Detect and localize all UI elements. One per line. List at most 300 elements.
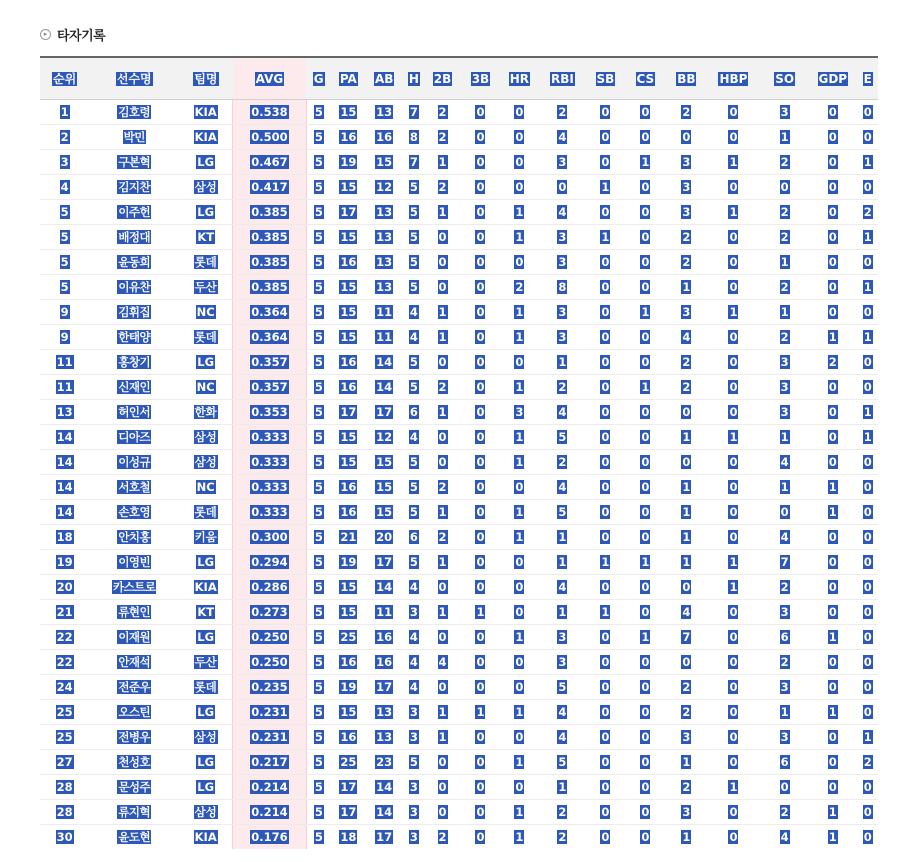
triples-value: 0 (476, 530, 485, 544)
cell-so (761, 100, 808, 125)
header-player-name[interactable] (89, 57, 179, 100)
doubles-value: 1 (438, 605, 447, 619)
cell-cs (624, 150, 667, 175)
cell-team (179, 150, 232, 175)
hbp-value: 0 (729, 455, 738, 469)
cs-value: 1 (641, 305, 650, 319)
rank-value: 5 (60, 205, 69, 219)
avg-value: 0.235 (251, 680, 288, 694)
cell-avg (233, 275, 307, 300)
cell-cs (624, 425, 667, 450)
gdp-value: 0 (828, 130, 837, 144)
games-value: 5 (314, 805, 323, 819)
header-errors[interactable] (857, 57, 878, 100)
cell-bb (667, 550, 706, 575)
cell-bb (667, 625, 706, 650)
cell-bb (667, 350, 706, 375)
table-row (40, 600, 878, 625)
cell-sb (587, 100, 624, 125)
avg-value: 0.333 (251, 455, 288, 469)
cs-value: 1 (641, 555, 650, 569)
cell-player-name[interactable] (89, 525, 179, 550)
cell-triples (460, 400, 501, 425)
cell-rank (40, 125, 89, 150)
player-name-value[interactable]: 서호철 (118, 480, 151, 494)
cell-gdp (808, 375, 857, 400)
bb-value: 1 (682, 280, 691, 294)
rbi-value: 4 (558, 730, 567, 744)
ab-value: 11 (376, 605, 393, 619)
team-value: KIA (194, 105, 217, 119)
rbi-value: 2 (558, 830, 567, 844)
player-name-value[interactable]: 안재석 (118, 655, 151, 669)
cell-pa (331, 375, 366, 400)
player-name-value[interactable]: 이성규 (118, 455, 151, 469)
player-name-value[interactable]: 박민 (123, 130, 145, 144)
cell-hr (501, 550, 538, 575)
cell-pa (331, 700, 366, 725)
player-name-value[interactable]: 카스트로 (113, 580, 156, 594)
cell-cs (624, 325, 667, 350)
cell-triples (460, 200, 501, 225)
cell-sb (587, 325, 624, 350)
cell-rbi (538, 775, 587, 800)
sb-value: 1 (601, 180, 610, 194)
rank-value: 11 (56, 380, 73, 394)
cell-player-name[interactable] (89, 225, 179, 250)
hr-value: 0 (515, 130, 524, 144)
player-name-value[interactable]: 이유찬 (118, 280, 151, 294)
so-value: 3 (780, 380, 789, 394)
doubles-value: 2 (438, 530, 447, 544)
ab-value: 13 (376, 230, 393, 244)
header-label: SO (775, 71, 795, 86)
cell-rank (40, 725, 89, 750)
header-cs[interactable] (624, 57, 667, 100)
cell-bb (667, 525, 706, 550)
player-name-value[interactable]: 이주헌 (118, 205, 151, 219)
hbp-value: 0 (729, 330, 738, 344)
cell-cs (624, 100, 667, 125)
cell-rbi (538, 475, 587, 500)
cell-rank (40, 200, 89, 225)
player-name-value[interactable]: 이영빈 (118, 555, 151, 569)
cell-player-name[interactable] (89, 375, 179, 400)
player-name-value[interactable]: 배정대 (118, 230, 151, 244)
doubles-value: 1 (438, 305, 447, 319)
cell-triples (460, 350, 501, 375)
rbi-value: 4 (558, 130, 567, 144)
bb-value: 7 (682, 630, 691, 644)
cell-pa (331, 800, 366, 825)
triples-value: 0 (476, 505, 485, 519)
player-name-value[interactable]: 전병우 (118, 730, 151, 744)
cell-hr (501, 600, 538, 625)
cell-rank (40, 425, 89, 450)
cell-rank (40, 300, 89, 325)
cell-player-name[interactable] (89, 250, 179, 275)
pa-value: 17 (340, 780, 357, 794)
errors-value: 0 (863, 705, 872, 719)
cell-rank (40, 100, 89, 125)
cell-hbp (706, 750, 761, 775)
triples-value: 0 (476, 255, 485, 269)
cell-gdp (808, 750, 857, 775)
errors-value: 0 (863, 305, 872, 319)
cell-hits (403, 700, 426, 725)
cell-avg (233, 475, 307, 500)
so-value: 2 (780, 230, 789, 244)
pa-value: 15 (340, 455, 357, 469)
header-label: SB (596, 71, 615, 86)
cell-doubles (425, 575, 460, 600)
player-name-value[interactable]: 윤도현 (118, 830, 151, 844)
cs-value: 0 (641, 505, 650, 519)
player-name-value[interactable]: 구본혁 (118, 155, 151, 169)
cell-gdp (808, 600, 857, 625)
errors-value: 1 (863, 155, 872, 169)
cell-hits (403, 750, 426, 775)
cell-cs (624, 575, 667, 600)
bb-value: 1 (682, 505, 691, 519)
cell-games (306, 325, 331, 350)
rbi-value: 5 (558, 505, 567, 519)
team-value: NC (196, 305, 215, 319)
cell-gdp (808, 675, 857, 700)
cell-player-name[interactable] (89, 825, 179, 850)
doubles-value: 0 (438, 755, 447, 769)
hr-value: 0 (515, 355, 524, 369)
header-avg[interactable] (233, 57, 307, 100)
header-so[interactable] (761, 57, 808, 100)
player-name-value[interactable]: 손호영 (118, 505, 151, 519)
cell-player-name[interactable] (89, 200, 179, 225)
doubles-value: 2 (438, 130, 447, 144)
sb-value: 0 (601, 280, 610, 294)
header-rbi[interactable] (538, 57, 587, 100)
cell-player-name[interactable] (89, 450, 179, 475)
gdp-value: 0 (828, 580, 837, 594)
header-hbp[interactable] (706, 57, 761, 100)
rank-value: 3 (60, 155, 69, 169)
cell-player-name[interactable] (89, 650, 179, 675)
cell-player-name[interactable] (89, 475, 179, 500)
cell-player-name[interactable] (89, 350, 179, 375)
cell-gdp (808, 200, 857, 225)
team-value: LG (197, 705, 215, 719)
cell-avg (233, 600, 307, 625)
cell-hbp (706, 600, 761, 625)
gdp-value: 0 (828, 305, 837, 319)
so-value: 0 (780, 505, 789, 519)
ab-value: 17 (376, 405, 393, 419)
rank-value: 24 (56, 680, 73, 694)
cell-player-name[interactable] (89, 750, 179, 775)
header-sb[interactable] (587, 57, 624, 100)
cell-triples (460, 475, 501, 500)
cs-value: 0 (641, 405, 650, 419)
header-ab[interactable] (366, 57, 403, 100)
cell-errors (857, 700, 878, 725)
avg-value: 0.500 (251, 130, 288, 144)
table-row (40, 375, 878, 400)
player-name-value[interactable]: 김호령 (118, 105, 151, 119)
cell-games (306, 550, 331, 575)
cell-ab (366, 175, 403, 200)
cell-so (761, 450, 808, 475)
cell-doubles (425, 725, 460, 750)
cell-player-name[interactable] (89, 675, 179, 700)
cell-hits (403, 250, 426, 275)
cell-doubles (425, 225, 460, 250)
header-pa[interactable] (331, 57, 366, 100)
cell-hr (501, 500, 538, 525)
table-row (40, 675, 878, 700)
cell-player-name[interactable] (89, 775, 179, 800)
cell-player-name[interactable] (89, 275, 179, 300)
player-name-value[interactable]: 신재인 (118, 380, 151, 394)
sb-value: 0 (601, 155, 610, 169)
circle-arrow-right-icon: ▸ (40, 29, 51, 40)
cell-player-name[interactable] (89, 700, 179, 725)
header-doubles[interactable] (425, 57, 460, 100)
hits-value: 5 (409, 355, 418, 369)
cs-value: 1 (641, 630, 650, 644)
errors-value: 0 (863, 255, 872, 269)
cell-hr (501, 650, 538, 675)
games-value: 5 (314, 480, 323, 494)
cell-so (761, 300, 808, 325)
triples-value: 0 (476, 430, 485, 444)
cell-sb (587, 650, 624, 675)
triples-value: 0 (476, 805, 485, 819)
cell-hits (403, 575, 426, 600)
cell-avg (233, 200, 307, 225)
cell-triples (460, 100, 501, 125)
cell-triples (460, 500, 501, 525)
cell-triples (460, 250, 501, 275)
triples-value: 0 (476, 105, 485, 119)
cell-player-name[interactable] (89, 500, 179, 525)
player-name-value[interactable]: 이재원 (118, 630, 151, 644)
cell-ab (366, 225, 403, 250)
games-value: 5 (314, 180, 323, 194)
rank-value: 5 (60, 255, 69, 269)
hits-value: 4 (409, 430, 418, 444)
player-name-value[interactable]: 한태양 (118, 330, 151, 344)
errors-value: 0 (863, 530, 872, 544)
team-value: LG (197, 780, 215, 794)
games-value: 5 (314, 130, 323, 144)
player-name-value[interactable]: 천성호 (118, 755, 151, 769)
cell-hr (501, 675, 538, 700)
cell-rank (40, 475, 89, 500)
cell-errors (857, 575, 878, 600)
player-name-value[interactable]: 전준우 (118, 680, 151, 694)
so-value: 0 (780, 180, 789, 194)
cell-rank (40, 775, 89, 800)
header-hr[interactable] (501, 57, 538, 100)
cell-bb (667, 500, 706, 525)
header-games[interactable] (306, 57, 331, 100)
player-name-value[interactable]: 문성주 (118, 780, 151, 794)
cell-doubles (425, 500, 460, 525)
cell-player-name[interactable] (89, 150, 179, 175)
cell-cs (624, 600, 667, 625)
team-value: LG (197, 630, 215, 644)
hr-value: 0 (515, 780, 524, 794)
cell-rank (40, 325, 89, 350)
cell-hits (403, 775, 426, 800)
cell-pa (331, 525, 366, 550)
cell-hits (403, 375, 426, 400)
so-value: 2 (780, 155, 789, 169)
cell-gdp (808, 525, 857, 550)
hr-value: 0 (515, 155, 524, 169)
cell-doubles (425, 700, 460, 725)
cell-gdp (808, 150, 857, 175)
cell-pa (331, 450, 366, 475)
cell-bb (667, 750, 706, 775)
avg-value: 0.231 (251, 730, 288, 744)
cell-player-name[interactable] (89, 400, 179, 425)
header-label: RBI (550, 71, 574, 86)
cell-team (179, 775, 232, 800)
player-name-value[interactable]: 홍창기 (118, 355, 151, 369)
player-name-value[interactable]: 김휘집 (118, 305, 151, 319)
bb-value: 3 (682, 205, 691, 219)
doubles-value: 1 (438, 155, 447, 169)
player-name-value[interactable]: 류지혁 (118, 805, 151, 819)
cell-rbi (538, 750, 587, 775)
cell-player-name[interactable] (89, 300, 179, 325)
hits-value: 3 (409, 830, 418, 844)
player-name-value[interactable]: 류현인 (118, 605, 151, 619)
hr-value: 0 (515, 555, 524, 569)
header-triples[interactable] (460, 57, 501, 100)
cell-cs (624, 700, 667, 725)
cell-avg (233, 125, 307, 150)
bb-value: 0 (682, 580, 691, 594)
pa-value: 15 (340, 705, 357, 719)
cell-player-name[interactable] (89, 800, 179, 825)
cell-rbi (538, 300, 587, 325)
doubles-value: 0 (438, 355, 447, 369)
hits-value: 6 (409, 530, 418, 544)
cell-player-name[interactable] (89, 575, 179, 600)
header-label: AB (374, 71, 394, 86)
cell-cs (624, 125, 667, 150)
avg-value: 0.467 (251, 155, 288, 169)
cell-ab (366, 350, 403, 375)
table-row (40, 750, 878, 775)
cell-player-name[interactable] (89, 125, 179, 150)
cell-team (179, 800, 232, 825)
triples-value: 0 (476, 330, 485, 344)
team-value: 삼성 (194, 430, 217, 444)
rbi-value: 3 (558, 230, 567, 244)
so-value: 4 (780, 830, 789, 844)
cell-so (761, 625, 808, 650)
so-value: 3 (780, 105, 789, 119)
cell-rbi (538, 100, 587, 125)
cell-games (306, 600, 331, 625)
games-value: 5 (314, 705, 323, 719)
cell-doubles (425, 300, 460, 325)
table-row (40, 525, 878, 550)
pa-value: 18 (340, 830, 357, 844)
header-bb[interactable] (667, 57, 706, 100)
cell-player-name[interactable] (89, 625, 179, 650)
cell-hits (403, 225, 426, 250)
cell-rbi (538, 250, 587, 275)
table-header (40, 57, 878, 100)
cell-ab (366, 375, 403, 400)
cell-games (306, 825, 331, 850)
header-label: AVG (255, 71, 284, 86)
hr-value: 1 (515, 630, 524, 644)
team-value: KIA (194, 130, 217, 144)
cell-player-name[interactable] (89, 175, 179, 200)
team-value: 롯데 (194, 505, 217, 519)
cell-pa (331, 650, 366, 675)
cell-player-name[interactable] (89, 550, 179, 575)
cell-triples (460, 150, 501, 175)
pa-value: 15 (340, 280, 357, 294)
header-hits[interactable] (403, 57, 426, 100)
rbi-value: 1 (558, 555, 567, 569)
gdp-value: 1 (828, 705, 837, 719)
cell-hits (403, 675, 426, 700)
hr-value: 0 (515, 105, 524, 119)
cell-gdp (808, 300, 857, 325)
header-gdp[interactable] (808, 57, 857, 100)
rbi-value: 5 (558, 430, 567, 444)
so-value: 4 (780, 455, 789, 469)
bb-value: 2 (682, 705, 691, 719)
player-name-value[interactable]: 윤동희 (118, 255, 151, 269)
cell-bb (667, 700, 706, 725)
cell-player-name[interactable] (89, 725, 179, 750)
player-name-value[interactable]: 디아즈 (118, 430, 151, 444)
cell-player-name[interactable] (89, 425, 179, 450)
header-team[interactable] (179, 57, 232, 100)
cell-player-name[interactable] (89, 100, 179, 125)
player-name-value[interactable]: 허인서 (118, 405, 151, 419)
so-value: 4 (780, 530, 789, 544)
table-row (40, 825, 878, 850)
table-row (40, 350, 878, 375)
header-label: GDP (818, 71, 848, 86)
cell-avg (233, 575, 307, 600)
cell-cs (624, 300, 667, 325)
errors-value: 0 (863, 805, 872, 819)
player-name-value[interactable]: 안치홍 (118, 530, 151, 544)
header-rank[interactable] (40, 57, 89, 100)
pa-value: 17 (340, 805, 357, 819)
table-row (40, 450, 878, 475)
cell-player-name[interactable] (89, 325, 179, 350)
hits-value: 4 (409, 305, 418, 319)
cell-pa (331, 325, 366, 350)
cs-value: 1 (641, 380, 650, 394)
cell-player-name[interactable] (89, 600, 179, 625)
player-name-value[interactable]: 김지찬 (118, 180, 151, 194)
player-name-value[interactable]: 오스틴 (118, 705, 151, 719)
pa-value: 15 (340, 230, 357, 244)
triples-value: 0 (476, 180, 485, 194)
games-value: 5 (314, 230, 323, 244)
